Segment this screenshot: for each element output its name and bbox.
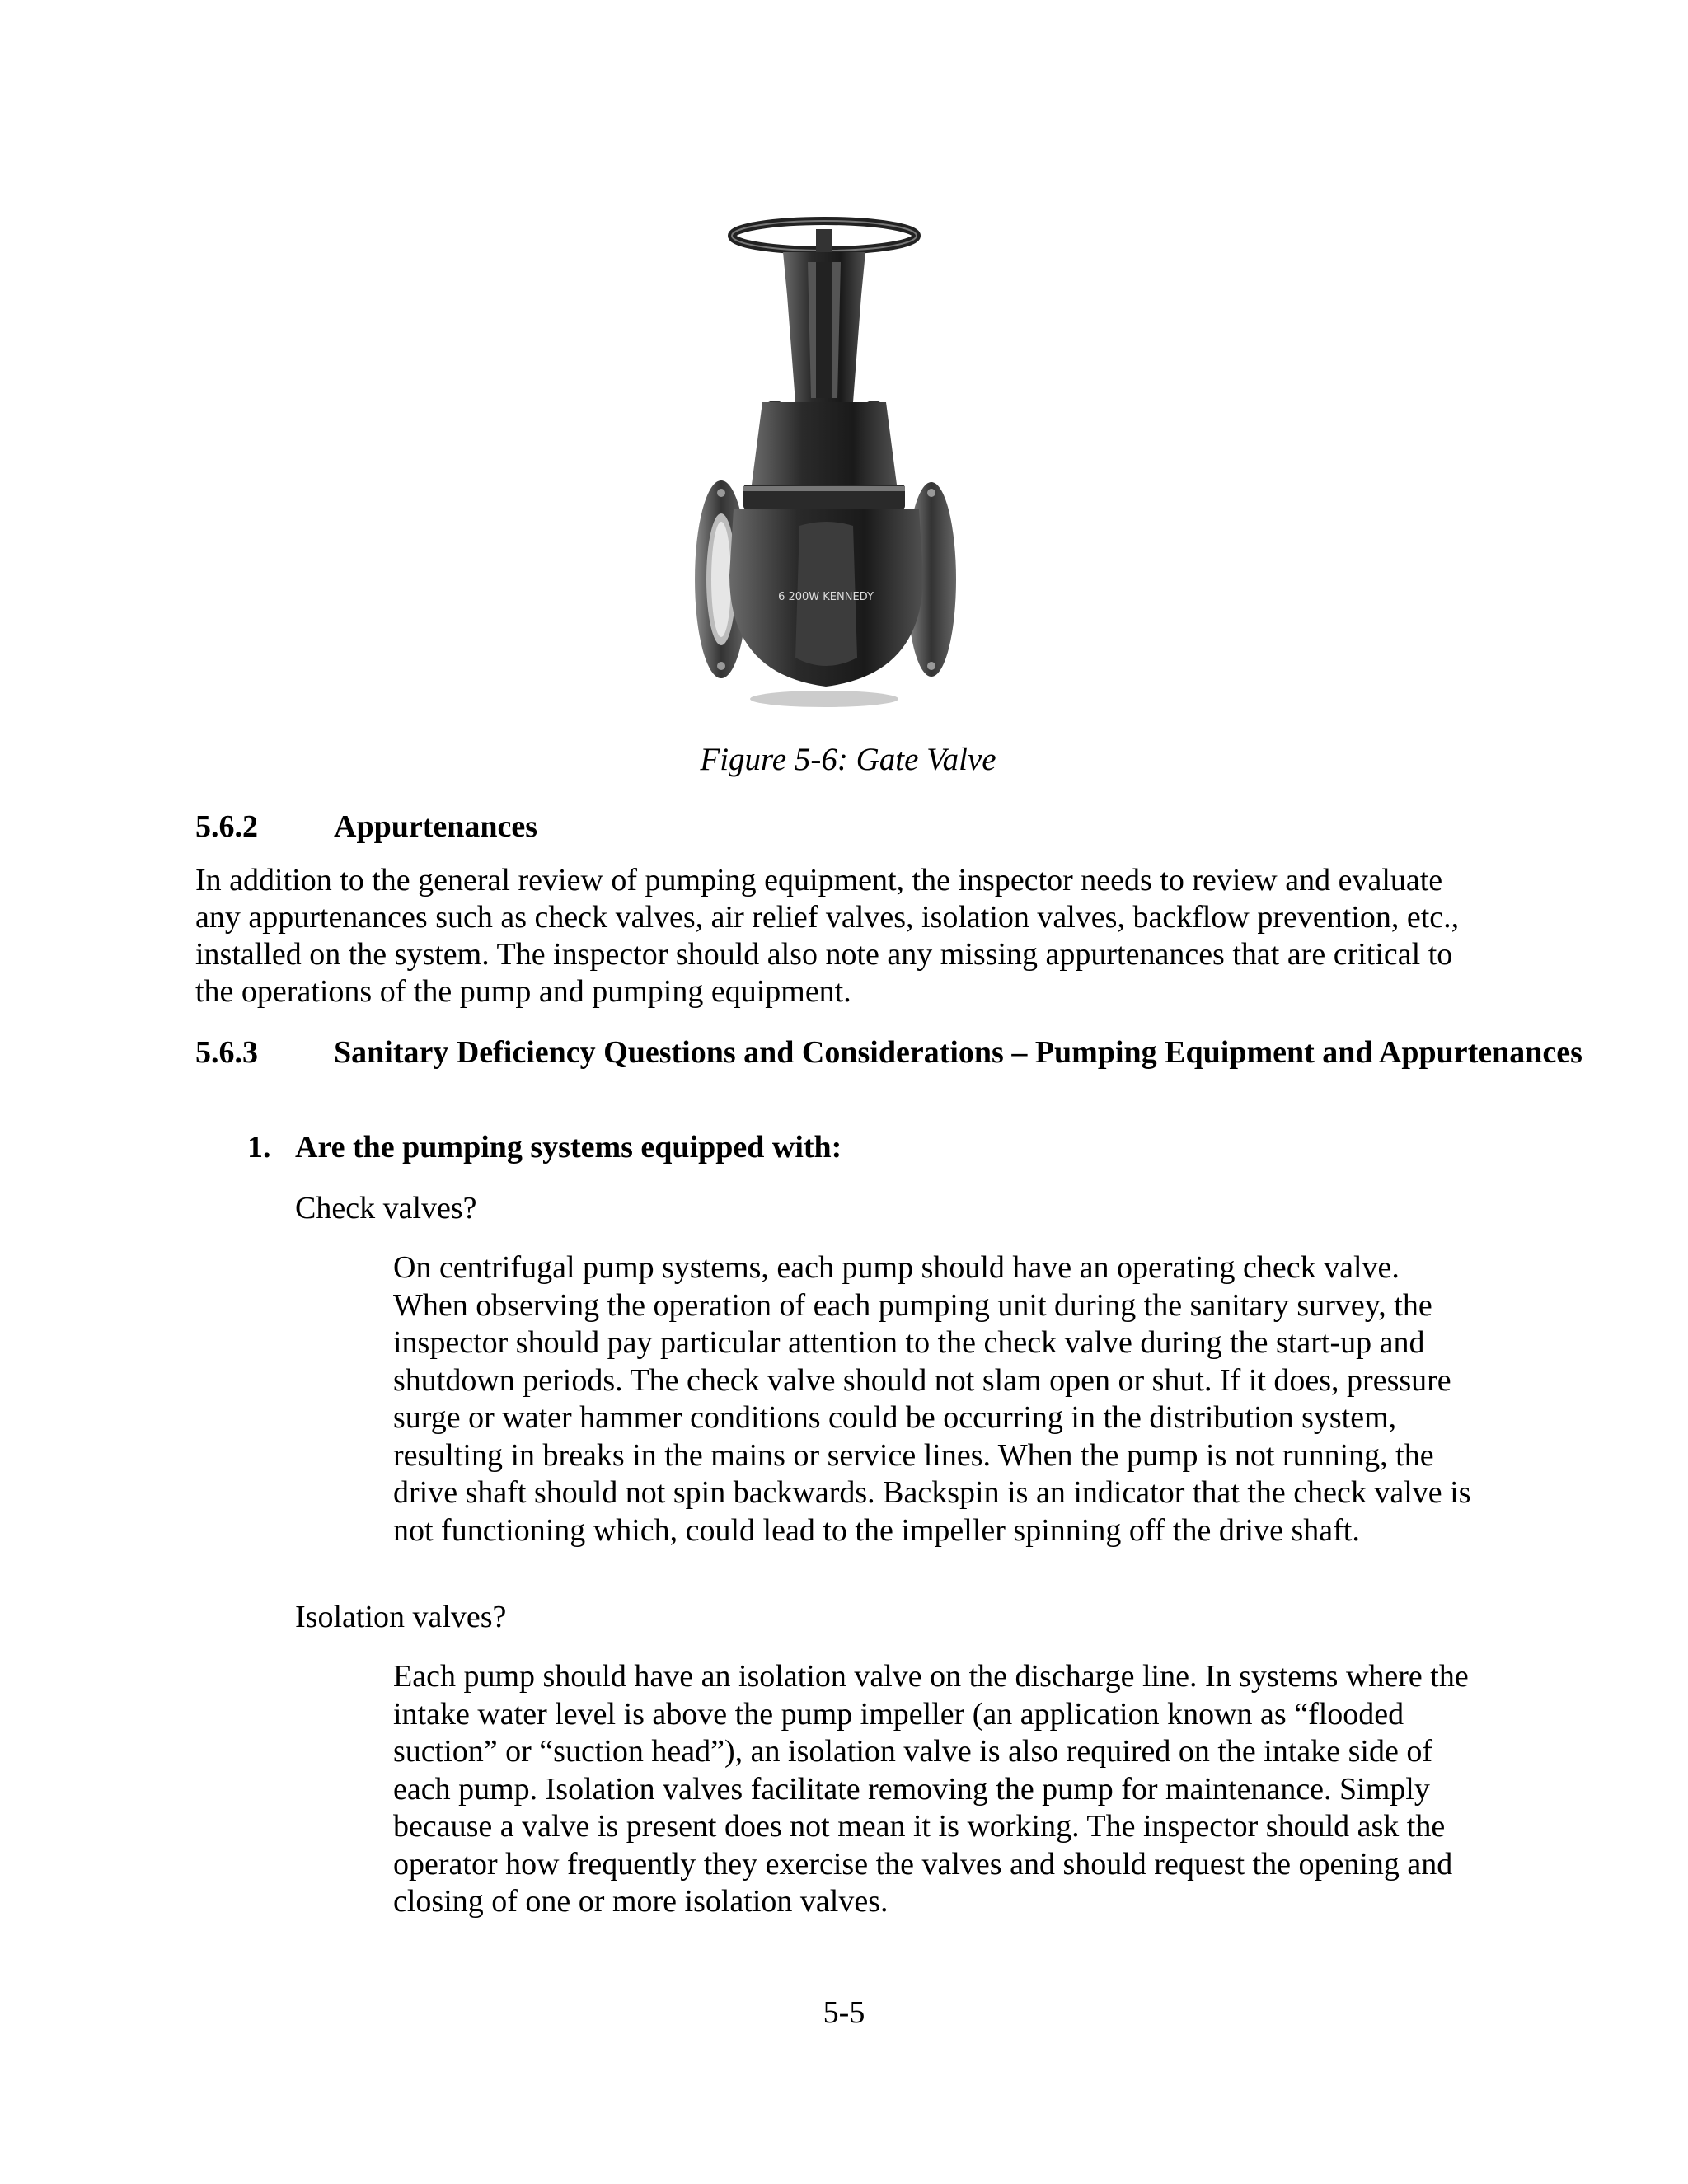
isolation-valves-label: Isolation valves? xyxy=(295,1600,507,1634)
appurtenances-paragraph: In addition to the general review of pumping equipment, the inspector needs to review and evaluate any appurtenances such as check valves, air relief valves, isolation valves, backflow prevention, etc., installed on the system. The inspector should also note any missing appurtenances that are critical to the operations of the pump and pumping equipment. xyxy=(195,863,1460,1009)
gate-valve-figure xyxy=(684,213,964,724)
question-number: 1. xyxy=(247,1130,271,1165)
figure-caption: Figure 5-6: Gate Valve xyxy=(700,742,996,777)
section-title: Appurtenances xyxy=(334,809,538,844)
check-valves-label: Check valves? xyxy=(295,1191,477,1226)
valve-casting-text: 6 200W KENNEDY xyxy=(778,591,874,603)
section-number: 5.6.3 xyxy=(195,1035,258,1070)
page-number: 5-5 xyxy=(823,1995,865,2030)
section-title: Sanitary Deficiency Questions and Considerations – Pumping Equipment and Appurtenances xyxy=(334,1035,1582,1070)
section-number: 5.6.2 xyxy=(195,809,258,844)
check-valves-answer: On centrifugal pump systems, each pump should have an operating check valve. When observing the operation of each pumping unit during the sanitary survey, the inspector should pay particular attention to the check valve during the start-up and shutdown periods. The check valve should not slam open or shut. If it does, pressure surge or water hammer conditions could be occurring in the distribution system, resulting in breaks in the mains or service lines. When the pump is not running, the drive shaft should not spin backwards. Backspin is an indicator that the check valve is not functioning which, could lead to the impeller spinning off the drive shaft. xyxy=(393,1250,1471,1548)
gate-valve-illustration xyxy=(684,213,964,724)
isolation-valves-answer: Each pump should have an isolation valve on the discharge line. In systems where the intake water level is above the pump impeller (an application known as “flooded suction” or “suction head”), an isolation valve is also required on the intake side of each pump. Isolation valves facilitate removing the pump for maintenance. Simply because a valve is present does not mean it is working. The inspector should ask the operator how frequently they exercise the valves and should request the opening and closing of one or more isolation valves. xyxy=(393,1659,1469,1919)
question-text: Are the pumping systems equipped with: xyxy=(295,1130,842,1165)
